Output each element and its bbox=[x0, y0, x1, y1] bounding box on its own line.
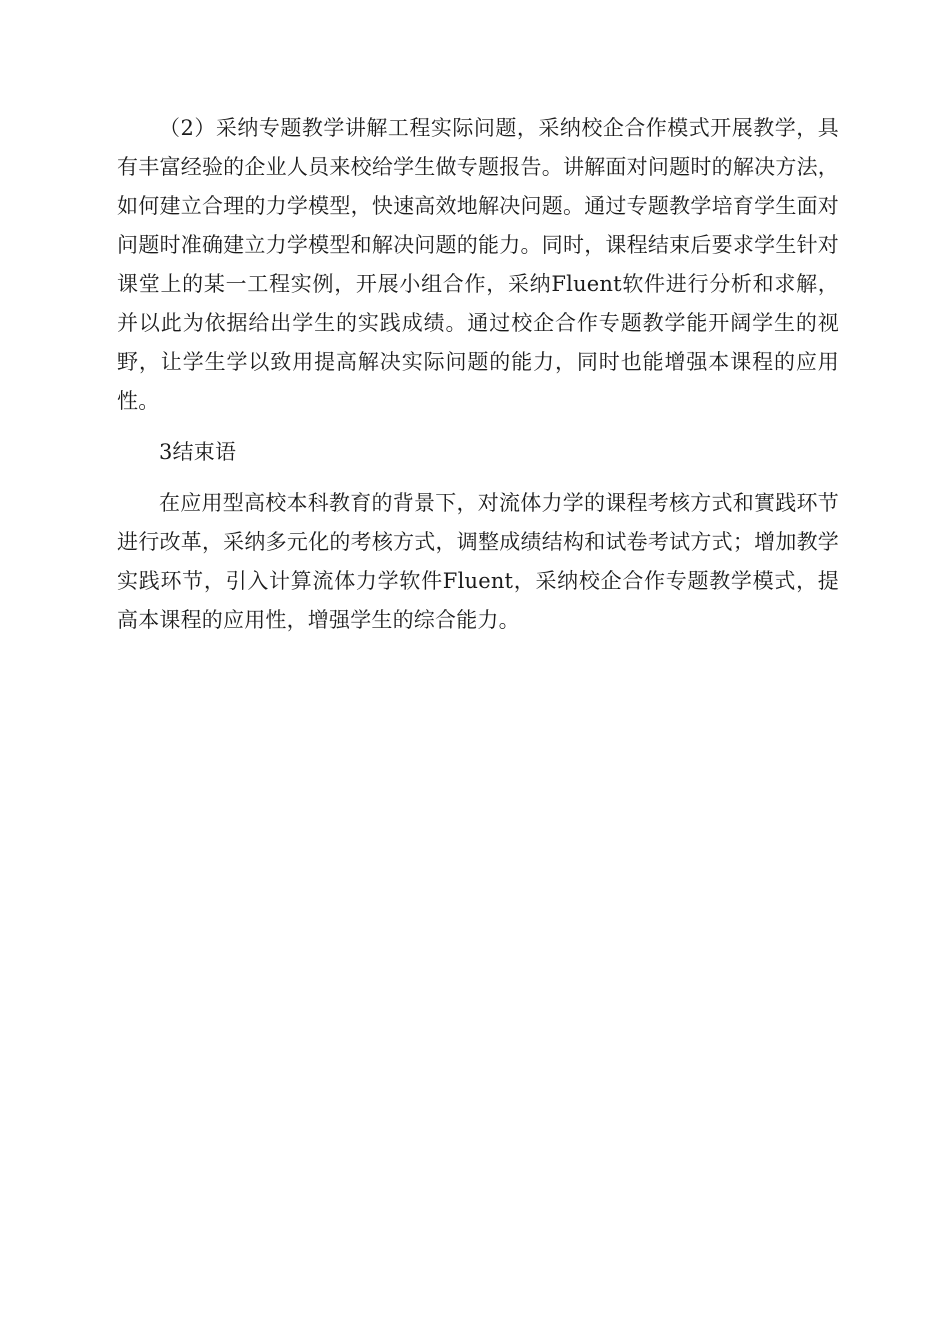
paragraph-conclusion: 在应用型高校本科教育的背景下，对流体力学的课程考核方式和實践环节进行改革，采纳多元化的考核方式，调整成绩结构和试卷考试方式；增加教学实践环节，引入计算流体力学软件Fluent，采纳校企合作专题教学模式，提高本课程的应用性，增强学生的综合能力。 bbox=[117, 491, 839, 632]
section-heading-conclusion: 3结束语 bbox=[159, 440, 237, 464]
paragraph-item-2: （2）采纳专题教学讲解工程实际问题，采纳校企合作模式开展教学，具有丰富经验的企业人员来校给学生做专题报告。讲解面对问题时的解决方法，如何建立合理的力学模型，快速高效地解决问题。通过专题教学培育学生面对问题时准确建立力学模型和解决问题的能力。同时，课程结束后要求学生针对课堂上的某一工程实例，开展小组合作，采纳Fluent软件进行分析和求解，并以此为依据给出学生的实践成绩。通过校企合作专题教学能开阔学生的视野，让学生学以致用提高解决实际问题的能力，同时也能增强本课程的应用性。 bbox=[117, 116, 839, 413]
document-body bbox=[117, 109, 839, 640]
